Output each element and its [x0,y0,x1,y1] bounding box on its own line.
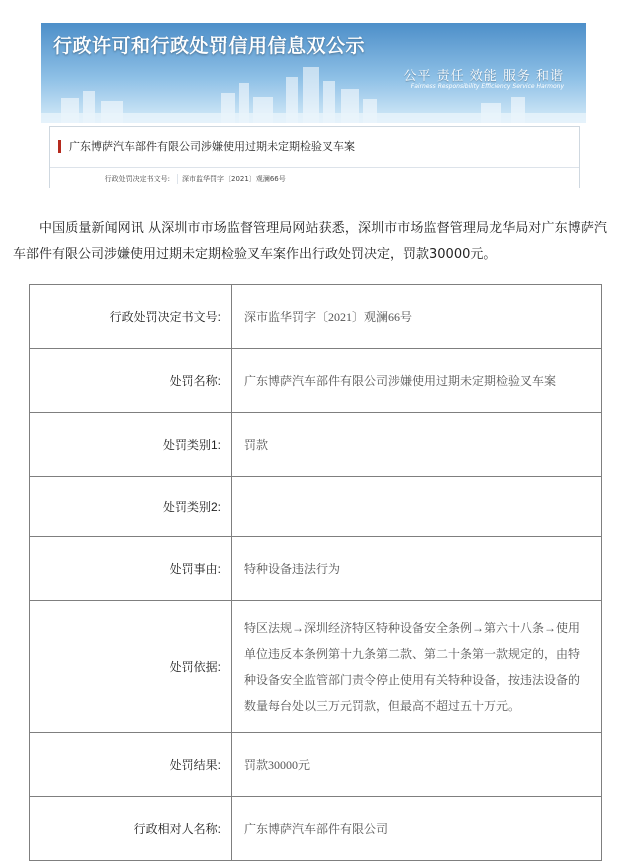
banner-slogan: 公平 责任 效能 服务 和谐 [403,69,564,84]
row-label: 处罚依据: [30,601,232,733]
row-value: 广东博萨汽车部件有限公司 [232,797,602,861]
table-row [30,349,602,413]
banner-title: 行政许可和行政处罚信用信息双公示 [53,35,366,57]
doc-number-label: 行政处罚决定书文号: [104,175,170,183]
row-value: 深市监华罚字〔2021〕观澜66号 [232,285,602,349]
doc-number-row [50,167,579,188]
row-label: 行政相对人名称: [30,797,232,861]
row-label: 行政处罚决定书文号: [30,285,232,349]
table-row [30,797,602,861]
doc-number-value: 深市监华罚字〔2021〕观澜66号 [177,174,286,184]
row-label: 处罚事由: [30,537,232,601]
row-value: 特区法规→深圳经济特区特种设备安全条例→第六十八条→使用单位违反本条例第十九条第二款、第二十条第一款规定的，由特种设备安全监管部门责令停止使用有关特种设备，按违法设备的数量每台处以三万元罚款，但最高不超过五十万元。 [232,601,602,733]
case-header-panel [49,126,580,188]
row-value [232,477,602,537]
table-row [30,477,602,537]
banner-slogan-english: Fairness Responsibility Efficiency Service Harmony [410,83,564,90]
row-value: 广东博萨汽车部件有限公司涉嫌使用过期未定期检验叉车案 [232,349,602,413]
row-label: 处罚结果: [30,733,232,797]
table-row [30,413,602,477]
row-label: 处罚名称: [30,349,232,413]
row-value: 特种设备违法行为 [232,537,602,601]
table-row [30,601,602,733]
table-row [30,733,602,797]
row-label: 处罚类别2: [30,477,232,537]
table-row [30,537,602,601]
row-value: 罚款30000元 [232,733,602,797]
row-label: 处罚类别1: [30,413,232,477]
row-value: 罚款 [232,413,602,477]
penalty-info-table [29,284,602,861]
article-paragraph: 中国质量新闻网讯 从深圳市市场监督管理局网站获悉，深圳市市场监督管理局龙华局对广东博萨汽车部件有限公司涉嫌使用过期未定期检验叉车案作出行政处罚决定，罚款30000元。 [13,221,607,262]
site-banner [41,23,586,123]
case-title: 广东博萨汽车部件有限公司涉嫌使用过期未定期检验叉车案 [58,140,355,153]
table-row [30,285,602,349]
banner-screenshot [41,23,586,188]
